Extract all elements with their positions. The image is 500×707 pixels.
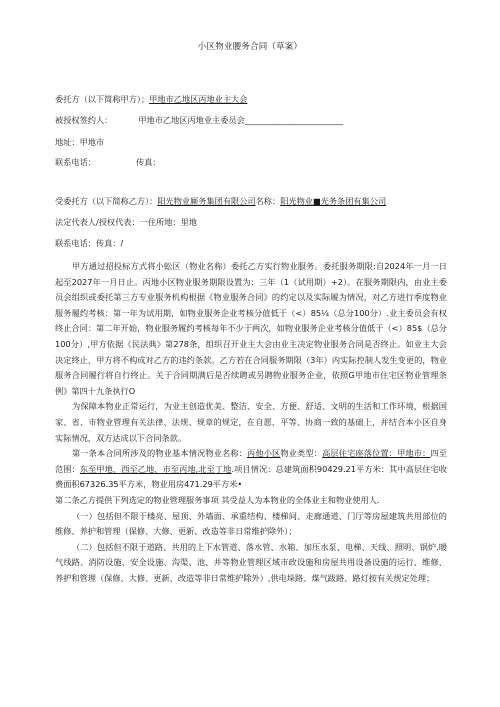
document-title: 小区物业腰务合同（草案） [197,42,303,52]
client-line [55,94,247,105]
property-location: 高层住宅座落位置：甲地市： [322,448,431,459]
property-name: 丙他小区 [247,448,281,459]
contractor-label: 受委托方（以下简称乙方）： [55,196,158,206]
contract-body [55,259,447,586]
service-item-1: （一）包括但不限于楼亮、屋顶、外墙面、承重结构、楼梯间、走廊通道、门厅等房屋建筑共用部位的维修、养护和管理（保修、大修、更新、改造等非日常维护除外）； [55,510,447,537]
project-info: .项目情况：总建筑面积90429.21平方米：其中高层住宅收费面积67326.35平方米，物业用房471.29平方米• [55,463,447,490]
term-paragraph: 甲方通过招投标方式将小蚣区（物业名称）委托乙方实行物业服务。委托服务期限:自2024年一月一日起至2027年一月日止。丙地小区物业服务期限设置为：三年（1（试用期）+2）。在服务期限内，由业主委员会组织或委托第三方专业服务机构根据《物业服务合同》的约定以及实际履为情况，对乙方进行季度物业服务履约考核：第一年为试用期，如物业服务企业考核分值低于（<）85⅟₄（总分100分）.业主委员会有权终止合同：第二年开始，物业服务履约考核每年不少于两次，如物业服务企业考核分值低于（<）85$（总分100分）,甲方依据《民法典》第278条，组织召开业主大会由业主决定物业服务合同是否终止。如业主大会决定终止，甲方将不构成对乙方的违约条款。乙方若在合同服务期限（3年）内实际控制人发生变更的，物业服务合同履行将自行终止。关于合同期满后是否续聘或另聘物业服务企业，依照G甲地市住宅区物业管理条例》第四十九条执行O [55,261,447,396]
client-address: 地址：甲地市 [55,137,105,147]
contractor-contact-line: 联系电话：传真：/ [55,238,124,248]
contractor-name-label: 名称： [255,196,281,206]
client-label: 委托方（以下简称甲方）； [55,94,150,104]
client-contact-line [55,157,161,168]
client-rep-name: 甲地市乙地区丙地业主委员会 [138,115,245,125]
property-type-label: 物业类型： [280,448,323,459]
scope-value: 东至甲地、西至乙地、市至丙地,北至丁地 [79,463,232,474]
article-1-intro: 第一条本合同所涉及的物业基本情况物业名称： [72,448,248,459]
service-item-2: （二）包括但不限于道路、共用的上下水管道、落水管、水箱、加压水泵、电梯、天线、照明、锅炉.暖气线路、消防设施、安全设施、沟渠、池、井等物业管理区域市政设施和房屋共用设备设施的运行、维修、养护和管理（保修、大修、更新、改造等非日常维护除外）,供电垛路、煤气跋路、路灯按有关规定处理； [55,541,447,583]
client-fax-label: 传真： [135,157,161,167]
client-name: 甲地市乙地区丙地业主大会 [149,94,248,104]
article-2-paragraph: 第二条乙方提供下列选定的物业管理服务事项 其受益人为本物业的全体业主和物业使用人. [55,494,380,505]
client-phone-label: 联系电话： [55,157,96,167]
contractor-name-2: 阳光物业■光务条团有集公司 [280,196,387,206]
scope-label: 四至范围： [55,448,447,474]
contractor-line [55,196,386,207]
client-rep-line [55,115,343,126]
client-rep-blank: ________________________ [244,115,344,125]
contractor-legal-line: 法定代表人/授权代表：一住所地：里地 [55,217,197,227]
purpose-paragraph: 为保障本物业正常运行，为业主创造优美、整洁、安全、方便、舒适、文明的生活和工作环境，根据国家、省、市物业管理有关法律、法规、规章的规定，在自愿、平等、协商一致的基础上，并结合本小区自身实际情况，双方达成以下合同条款。 [55,401,447,443]
contractor-name-1: 阳光物业厮务集团有限公司 [157,196,256,206]
article-1-paragraph [55,446,447,493]
client-rep-label: 被授权签约人： [55,115,113,125]
